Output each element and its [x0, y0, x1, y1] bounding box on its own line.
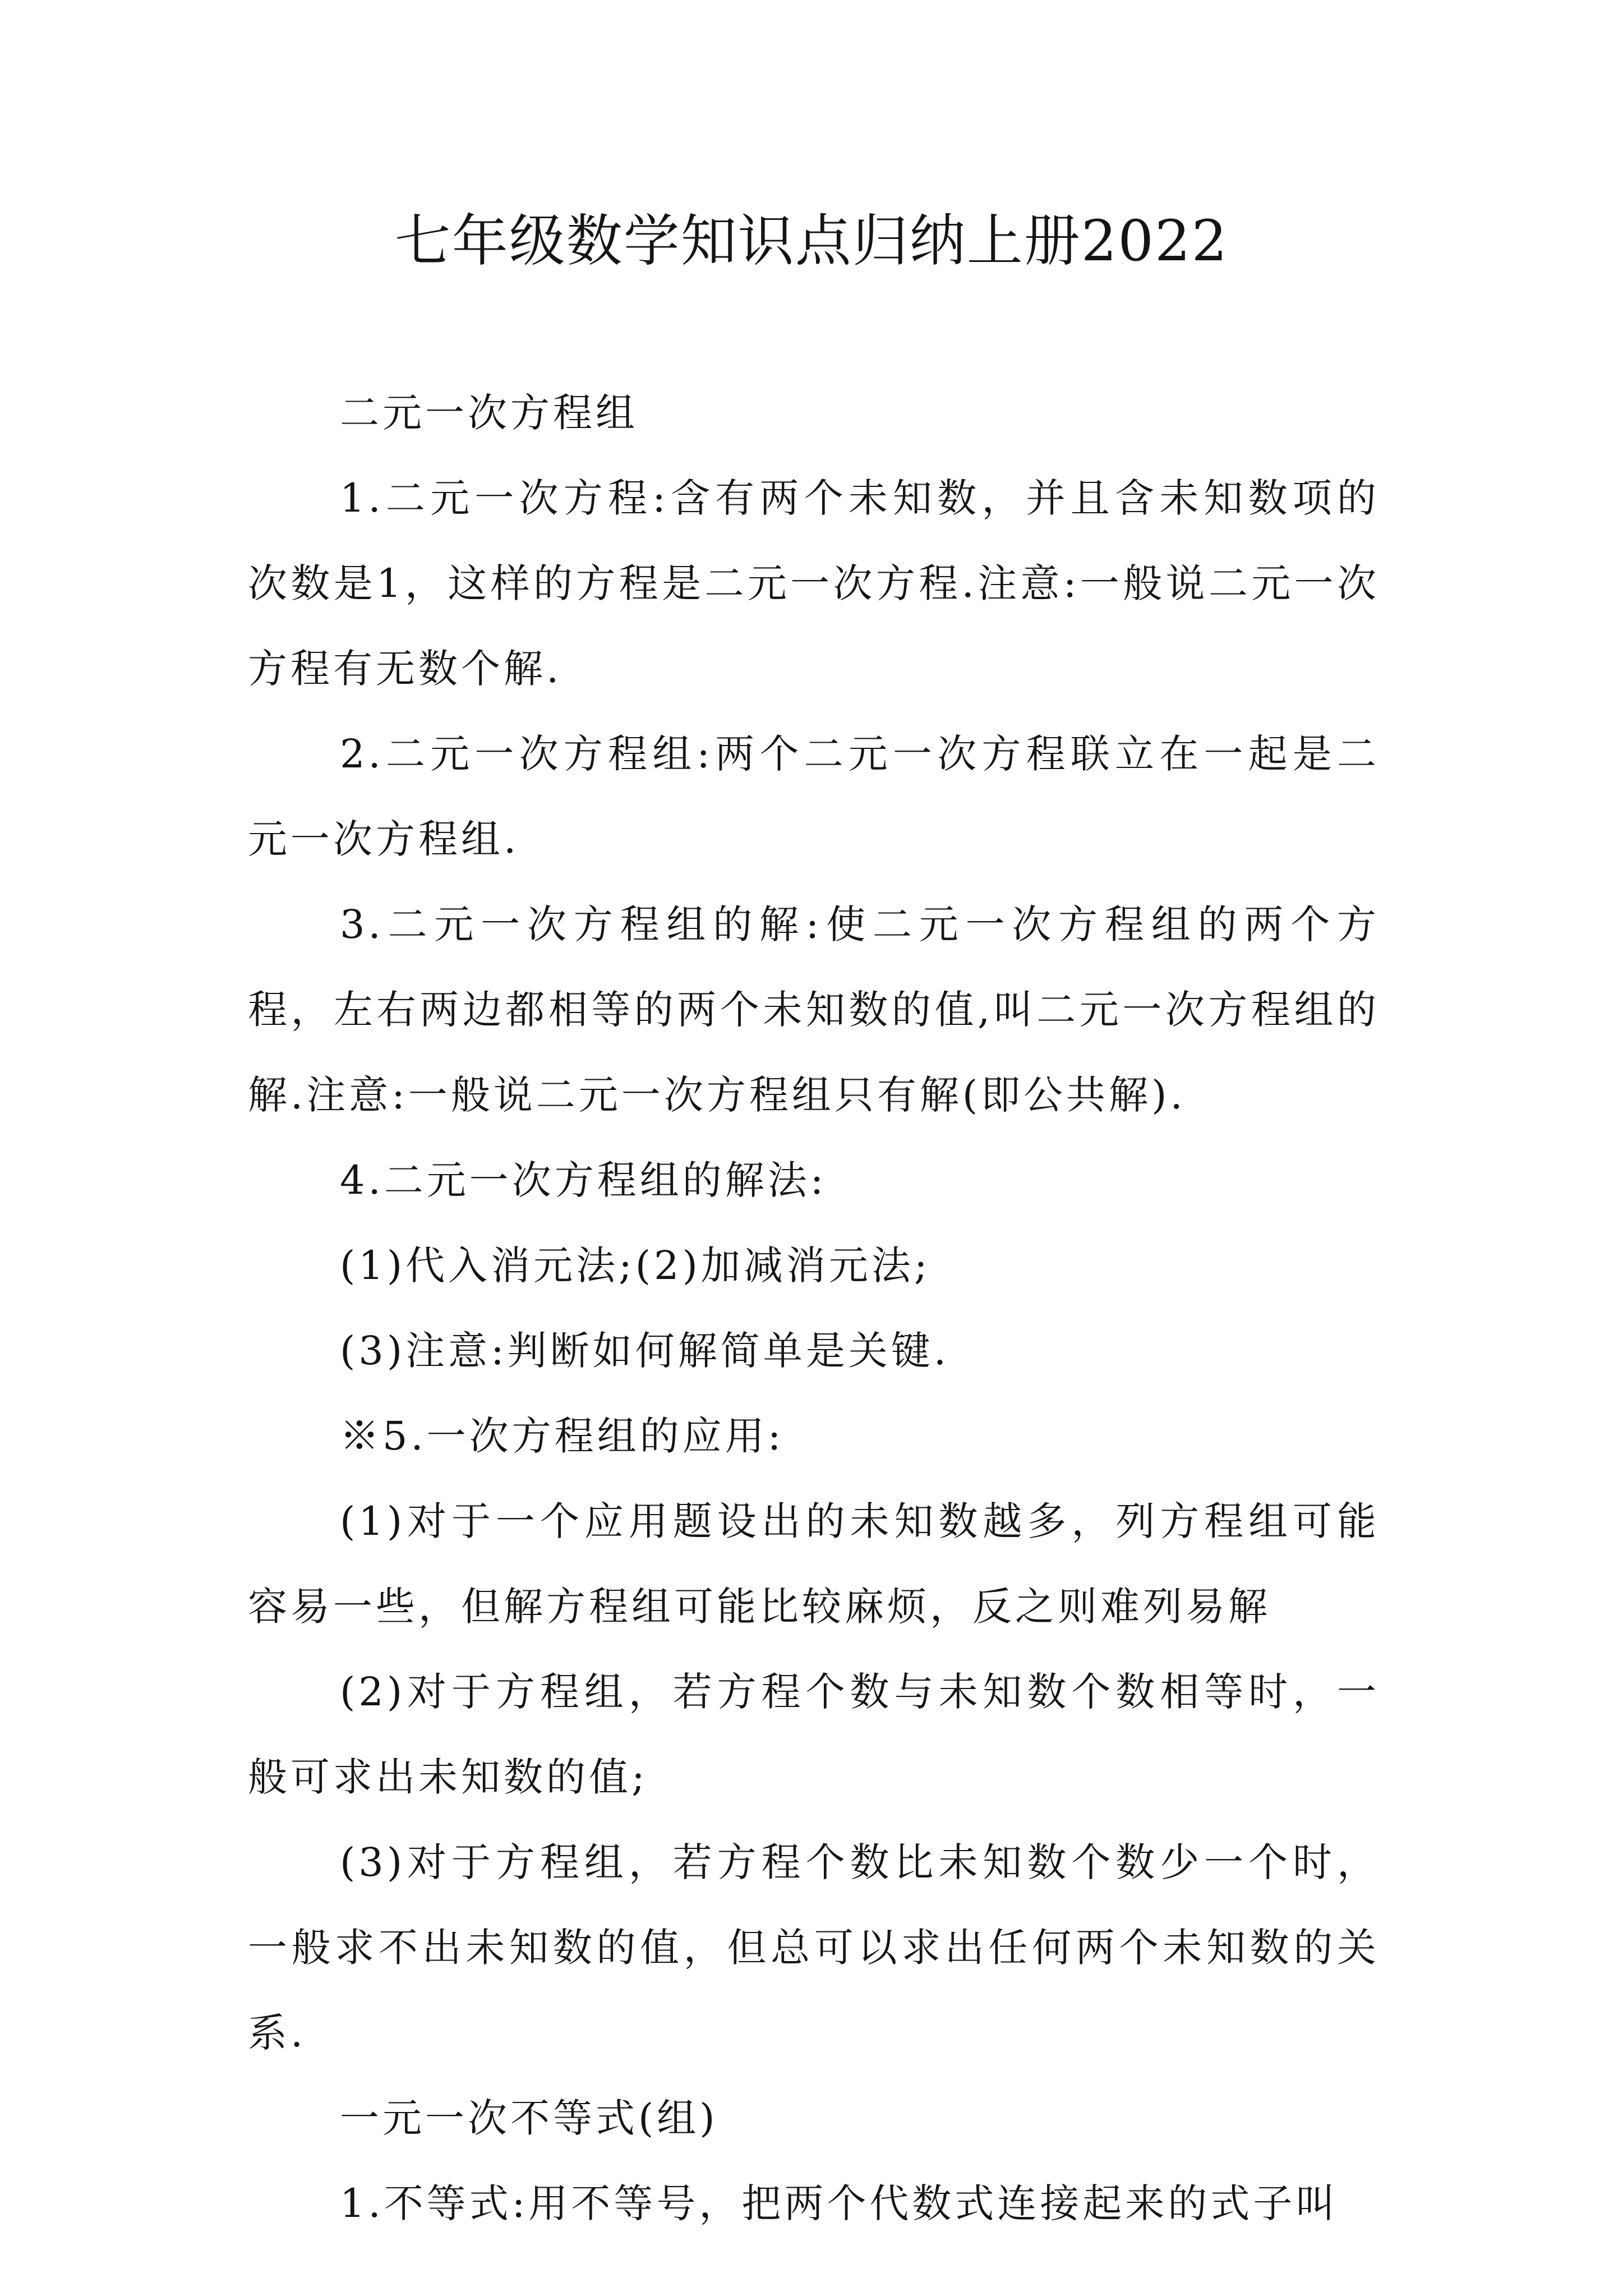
paragraph: 1.不等式:用不等号，把两个代数式连接起来的式子叫 [340, 2180, 1339, 2226]
paragraph: 3.二元一次方程组的解:使二元一次方程组的两个方程，左右两边都相等的两个未知数的值,叫二元一次方程组的解.注意:一般说二元一次方程组只有解(即公共解). [248, 901, 1380, 1118]
paragraph: (1)对于一个应用题设出的未知数越多，列方程组可能容易一些，但解方程组可能比较麻烦，反之则难列易解 [248, 1498, 1380, 1630]
document-body [248, 370, 1380, 2246]
paragraph: 2.二元一次方程组:两个二元一次方程联立在一起是二元一次方程组. [248, 731, 1380, 862]
paragraph: 1.二元一次方程:含有两个未知数，并且含未知数项的次数是1，这样的方程是二元一次方程.注意:一般说二元一次方程有无数个解. [248, 475, 1380, 692]
paragraph: ※5.一次方程组的应用: [340, 1413, 785, 1459]
section-heading: 一元一次不等式(组) [340, 2095, 718, 2141]
paragraph: (1)代入消元法;(2)加减消元法; [340, 1243, 931, 1289]
paragraph: (3)对于方程组，若方程个数比未知数个数少一个时，一般求不出未知数的值，但总可以求出任何两个未知数的关系. [248, 1839, 1380, 2056]
paragraph: (3)注意:判断如何解简单是关键. [340, 1328, 949, 1374]
paragraph: 4.二元一次方程组的解法: [340, 1157, 827, 1203]
document-title: 七年级数学知识点归纳上册2022 [394, 208, 1229, 274]
paragraph: (2)对于方程组，若方程个数与未知数个数相等时，一般可求出未知数的值; [248, 1669, 1380, 1800]
section-heading: 二元一次方程组 [340, 390, 638, 436]
